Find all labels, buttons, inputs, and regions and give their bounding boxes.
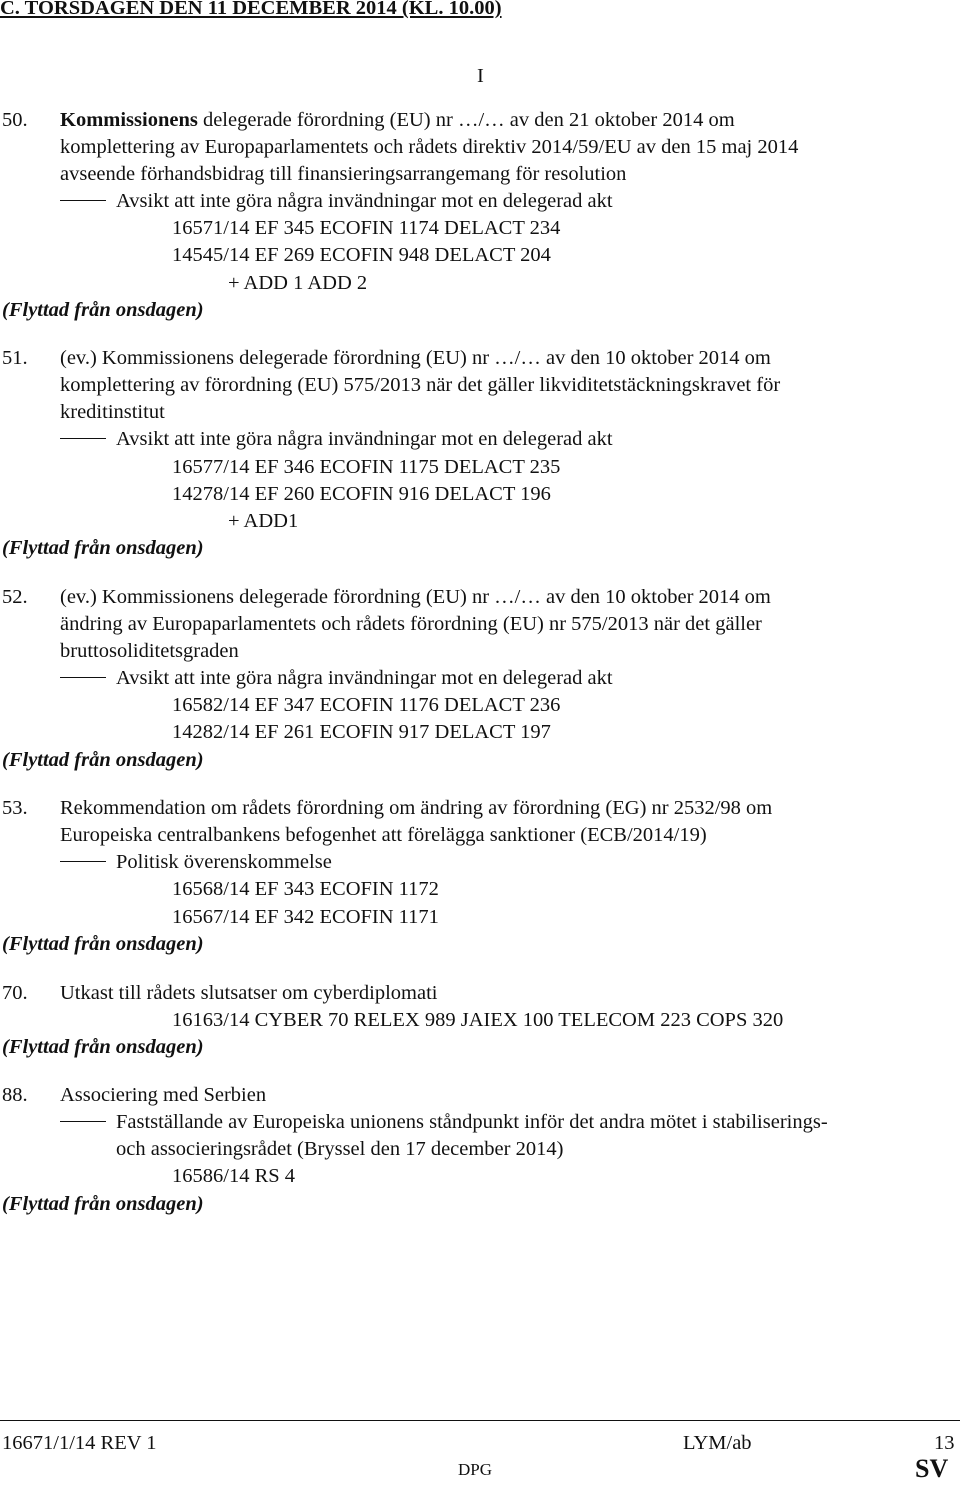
item-title-line: komplettering av förordning (EU) 575/2013 när det gäller likviditetstäckningskravet för <box>60 374 781 396</box>
item-title-line: Rekommendation om rådets förordning om ändring av förordning (EG) nr 2532/98 om <box>60 797 773 819</box>
doc-addendum: + ADD 1 ADD 2 <box>228 272 368 294</box>
footer-dg: DPG <box>458 1460 493 1479</box>
item-title-line: (ev.) Kommissionens delegerade förordning (EU) nr …/… av den 10 oktober 2014 om <box>60 586 771 608</box>
doc-reference: 14545/14 EF 269 ECOFIN 948 DELACT 204 <box>172 244 551 266</box>
footer-rule <box>0 1420 960 1421</box>
item-title-line: kreditinstitut <box>60 401 165 423</box>
item-title-line: bruttosoliditetsgraden <box>60 640 239 662</box>
item-action: Avsikt att inte göra några invändningar mot en delegerad akt <box>60 188 613 215</box>
doc-addendum: + ADD1 <box>228 510 299 532</box>
item-title-line: komplettering av Europaparlamentets och rådets direktiv 2014/59/EU av den 15 maj 2014 <box>60 136 799 158</box>
item-number: 88. <box>2 1084 28 1106</box>
doc-reference: 14282/14 EF 261 ECOFIN 917 DELACT 197 <box>172 721 551 743</box>
item-action: Politisk överenskommelse <box>60 849 332 876</box>
item-title-line: Associering med Serbien <box>60 1084 267 1106</box>
moved-note: (Flyttad från onsdagen) <box>2 749 204 771</box>
doc-reference: 16568/14 EF 343 ECOFIN 1172 <box>172 878 439 900</box>
item-action: Avsikt att inte göra några invändningar mot en delegerad akt <box>60 665 613 692</box>
item-action: Avsikt att inte göra några invändningar mot en delegerad akt <box>60 426 613 453</box>
item-action-continued: och associeringsrådet (Bryssel den 17 december 2014) <box>116 1138 564 1160</box>
item-title-line <box>60 107 735 134</box>
item-number: 50. <box>2 109 28 131</box>
item-title-line: Utkast till rådets slutsatser om cyberdiplomati <box>60 982 438 1004</box>
footer-doc-ref: 16671/1/14 REV 1 <box>2 1432 157 1454</box>
session-heading: C. TORSDAGEN DEN 11 DECEMBER 2014 (KL. 10.00) <box>0 0 502 19</box>
moved-note: (Flyttad från onsdagen) <box>2 1036 204 1058</box>
doc-reference: 16586/14 RS 4 <box>172 1165 296 1187</box>
item-action: Fastställande av Europeiska unionens ståndpunkt inför det andra mötet i stabiliserings- <box>60 1109 828 1136</box>
doc-reference: 16577/14 EF 346 ECOFIN 1175 DELACT 235 <box>172 456 561 478</box>
section-marker: I <box>477 65 484 87</box>
moved-note: (Flyttad från onsdagen) <box>2 537 204 559</box>
footer-page-number: 13 <box>934 1432 955 1454</box>
item-number: 52. <box>2 586 28 608</box>
dash-icon <box>60 1121 106 1122</box>
moved-note: (Flyttad från onsdagen) <box>2 933 204 955</box>
dash-icon <box>60 861 106 862</box>
doc-reference: 14278/14 EF 260 ECOFIN 916 DELACT 196 <box>172 483 551 505</box>
item-title-line: ändring av Europaparlamentets och rådets förordning (EU) nr 575/2013 när det gäller <box>60 613 762 635</box>
item-number: 70. <box>2 982 28 1004</box>
item-title-line: avseende förhandsbidrag till finansieringsarrangemang för resolution <box>60 163 627 185</box>
dash-icon <box>60 438 106 439</box>
doc-reference: 16582/14 EF 347 ECOFIN 1176 DELACT 236 <box>172 694 561 716</box>
item-title-bold: Kommissionens <box>60 109 198 131</box>
doc-reference: 16571/14 EF 345 ECOFIN 1174 DELACT 234 <box>172 217 561 239</box>
moved-note: (Flyttad från onsdagen) <box>2 299 204 321</box>
moved-note: (Flyttad från onsdagen) <box>2 1193 204 1215</box>
item-number: 51. <box>2 347 28 369</box>
item-title-line: (ev.) Kommissionens delegerade förordning (EU) nr …/… av den 10 oktober 2014 om <box>60 347 771 369</box>
footer-initials: LYM/ab <box>683 1432 752 1454</box>
doc-reference: 16163/14 CYBER 70 RELEX 989 JAIEX 100 TELECOM 223 COPS 320 <box>172 1009 784 1031</box>
item-title-line: Europeiska centralbankens befogenhet att förelägga sanktioner (ECB/2014/19) <box>60 824 707 846</box>
dash-icon <box>60 677 106 678</box>
doc-reference: 16567/14 EF 342 ECOFIN 1171 <box>172 906 439 928</box>
item-number: 53. <box>2 797 28 819</box>
dash-icon <box>60 200 106 201</box>
footer-language: SV <box>915 1454 949 1483</box>
item-title-rest: delegerade förordning (EU) nr …/… av den 21 oktober 2014 om <box>197 109 735 131</box>
